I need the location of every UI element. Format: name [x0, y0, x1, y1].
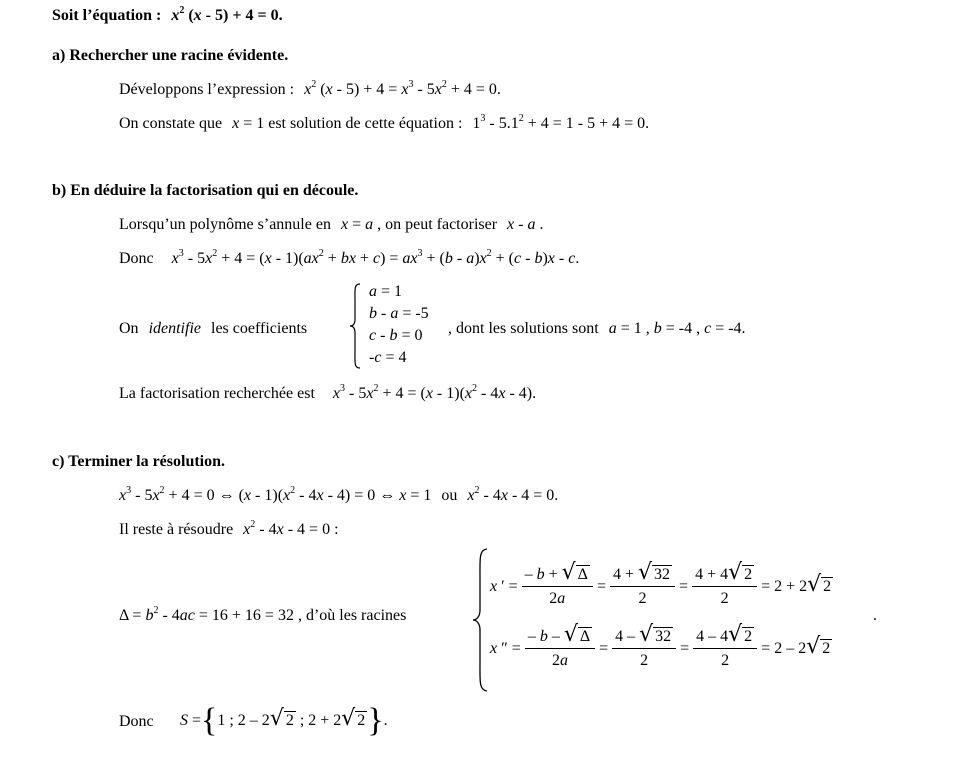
- title-prefix: Soit l’équation :: [52, 7, 162, 24]
- root-x2-formula: x ″ = – b – √ Δ 2a = 4 – √ 32 2 = 4 – 4 √ 2 2 = 2 – 2 √ 2: [490, 622, 831, 669]
- expansion-line: Donc $x^3 - 5x^2 + 4 = (x - 1)(ax^2$ + bx + $c) = ax^3 + (b - a)x^2 + (c - b)x - c$.: [119, 248, 580, 267]
- section-a-heading: a) Rechercher une racine évidente.: [52, 47, 289, 64]
- solution-set: S = { 1 ; 2 – 2 √ 2 ; 2 + 2 √ 2 } .: [180, 702, 388, 739]
- on-label: On: [119, 320, 139, 337]
- left-brace-icon: {: [201, 702, 218, 739]
- polynomial-text-b: , on peut factoriser: [377, 216, 498, 233]
- equiv-icon: ⇔: [218, 487, 235, 504]
- donc-label: Donc: [119, 250, 154, 267]
- system-brace: [349, 283, 361, 369]
- right-brace-icon: }: [367, 702, 384, 739]
- equation-title: Soit l’équation : $x^2$ (x - 5) + 4 = 0.: [52, 5, 283, 24]
- root-check-line: On constate que x = 1 est solution de cette équation : $1^3 - 5.1^2 + 4 = 1 - 5 + 4 = 0$.: [119, 113, 650, 132]
- system-eq-3: c - b = 0: [369, 327, 423, 344]
- system-eq-4: -c = 4: [369, 349, 407, 366]
- polynomial-line: Lorsqu’un polynôme s’annule en x = a , on peut factoriser x - a .: [119, 216, 544, 233]
- coefficient-system: [369, 281, 429, 369]
- solution-set-line: [119, 712, 154, 732]
- remaining-line: Il reste à résoudre $x^2 - 4x - 4 = 0$ :: [119, 519, 339, 538]
- equivalence-line: $x^3 - 5x^2 + 4 = 0$ ⇔ $(x - 1)(x^2 - 4x - 4) = 0$ ⇔ x = 1 ou $x^2 - 4x - 4 = 0$.: [119, 485, 559, 504]
- section-c-heading: c) Terminer la résolution.: [52, 453, 226, 470]
- root-check-text: On constate que: [119, 115, 223, 132]
- ou-word: ou: [441, 487, 458, 504]
- identifie-word: identifie: [148, 320, 201, 337]
- system-eq-1: a = 1: [369, 283, 403, 300]
- solutions-text: , dont les solutions sont: [448, 320, 599, 337]
- final-donc-label: Donc: [119, 713, 154, 730]
- develop-text: Développons l’expression :: [119, 81, 295, 98]
- polynomial-text-a: Lorsqu’un polynôme s’annule en: [119, 216, 331, 233]
- roots-brace: [472, 548, 488, 692]
- system-eq-2: b - a = -5: [369, 305, 429, 322]
- delta-line: $\Delta = b^2 - 4ac = 16 + 16 = 32$ , d’où les racines: [119, 605, 407, 624]
- trailing-dot: .: [873, 607, 877, 624]
- section-b-heading: b) En déduire la factorisation qui en découle.: [52, 182, 359, 199]
- identify-line: [119, 319, 307, 339]
- equiv-icon: ⇔: [379, 487, 396, 504]
- develop-line: Développons l’expression : $x^2$ $(x - 5) + 4 = x^3 - 5x^2 + 4 = 0$.: [119, 79, 501, 98]
- coef-text: les coefficients: [211, 320, 308, 337]
- root-check-mid: est solution de cette équation :: [268, 115, 463, 132]
- remaining-text: Il reste à résoudre: [119, 521, 234, 538]
- solutions-line: , dont les solutions sont a = 1 , b = -4 , c = -4.: [448, 320, 746, 337]
- root-x1-formula: x ′ = – b + √ Δ 2a = 4 + √ 32 2 = 4 + 4 √ 2 2 = 2 + 2 √ 2: [490, 560, 832, 607]
- delta-text: , d’où les racines: [297, 607, 407, 624]
- factorisation-line: La factorisation recherchée est $x^3 - 5x^2 + 4 = (x - 1)(x^2 - 4x - 4)$.: [119, 383, 537, 402]
- factorisation-text: La factorisation recherchée est: [119, 385, 315, 402]
